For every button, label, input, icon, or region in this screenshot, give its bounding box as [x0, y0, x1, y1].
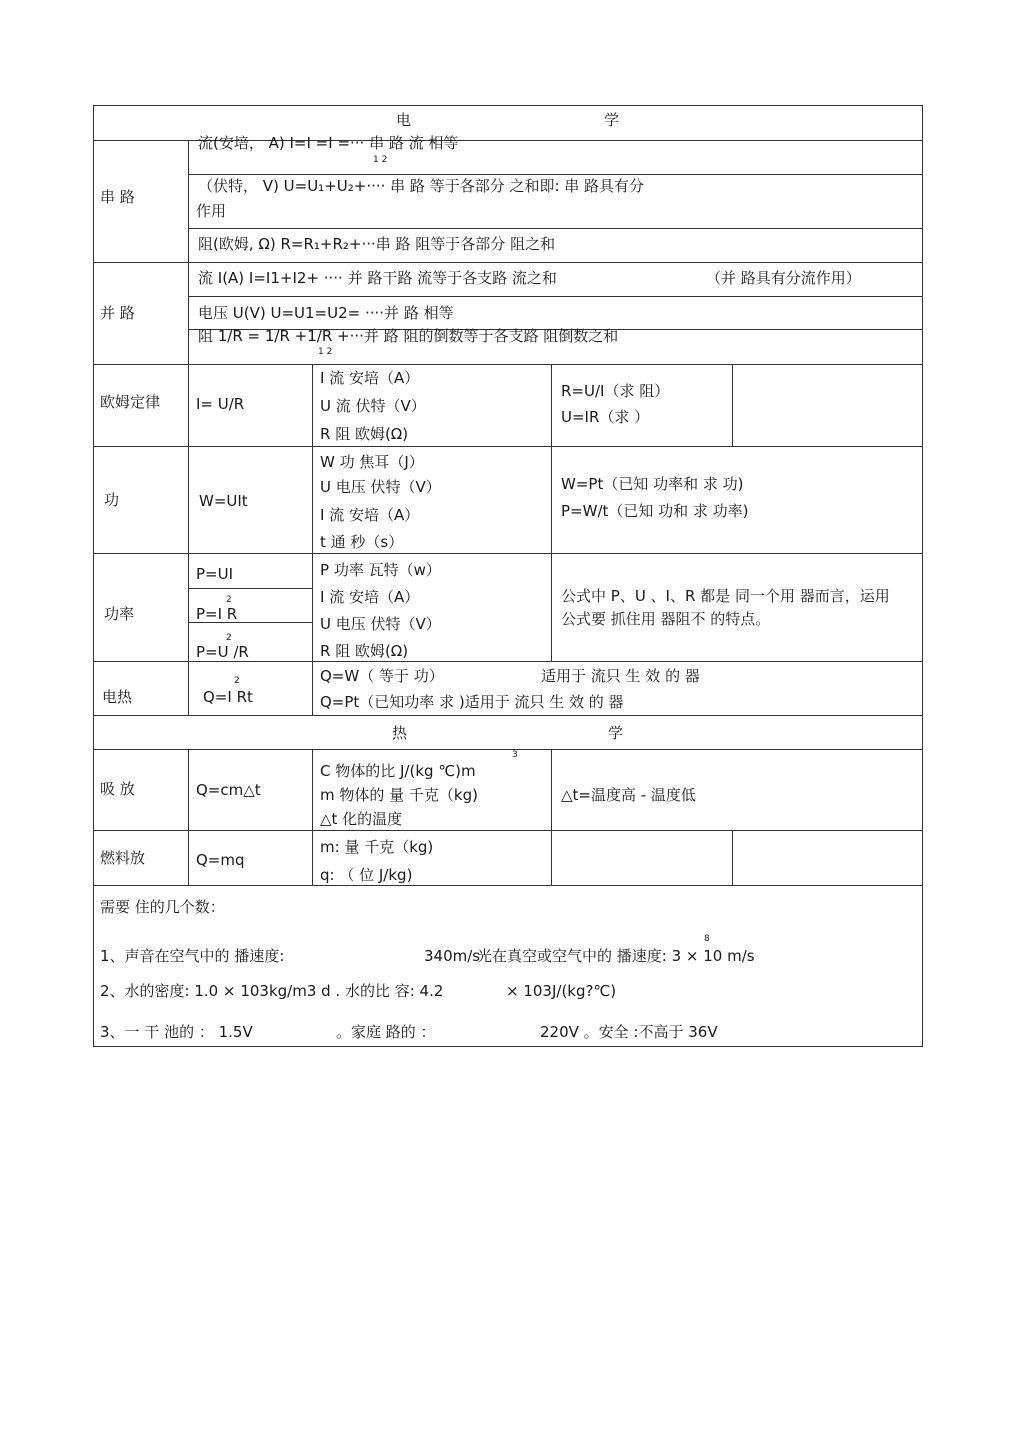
parallel-resistance-subscripts: 1 2 — [318, 347, 333, 357]
parallel-voltage: 电压 U(V) U=U1=U2= ····并 路 相等 — [198, 304, 454, 322]
power-note: 公式要 抓住用 器阻不 的特点。 — [561, 610, 771, 628]
work-derived: P=W/t（已知 功和 求 功率) — [561, 502, 749, 520]
row-label-work: 功 — [104, 491, 120, 509]
heat-superscript: 2 — [234, 676, 240, 686]
power-unit: U 电压 伏特（V） — [320, 615, 441, 633]
power-note: 公式中 P、U 、I、R 都是 同一个用 器而言，运用 — [561, 587, 890, 605]
absorb-note: △t=温度高 - 温度低 — [561, 786, 696, 804]
table-rule — [188, 140, 189, 715]
constant-safe-voltage: 220V 。安全 :不高于 36V — [540, 1023, 718, 1041]
row-label-heat: 电热 — [102, 688, 133, 706]
table-rule — [922, 105, 923, 1046]
table-rule — [93, 553, 923, 554]
constant-water-heat-unit: × 103J/(kg?℃) — [506, 982, 617, 1000]
power-superscript: 2 — [226, 633, 232, 643]
heat-formula: Q=I Rt — [203, 688, 253, 706]
constant-household: 。家庭 路的 ： — [336, 1023, 436, 1041]
heat-line1: Q=W（ 等于 功） — [320, 667, 444, 685]
power-unit: I 流 安培（A） — [320, 588, 420, 606]
absorb-formula: Q=cm△t — [196, 781, 261, 799]
ohm-derived: U=IR（求 ） — [561, 408, 650, 426]
work-unit: W 功 焦耳（J） — [320, 453, 424, 471]
table-rule — [93, 661, 923, 662]
fuel-unit: q: （ 位 J/kg) — [320, 866, 413, 884]
power-unit: R 阻 欧姆(Ω) — [320, 642, 409, 660]
table-rule — [93, 885, 923, 886]
table-rule — [551, 364, 552, 661]
table-rule — [732, 364, 733, 446]
table-rule — [312, 364, 313, 715]
ohm-unit: U 流 伏特（V） — [320, 397, 426, 415]
constant-water: 2、水的密度: 1.0 × 103kg/m3 d . 水的比 容: 4.2 — [100, 982, 444, 1000]
table-rule — [93, 364, 923, 365]
series-current-subscripts: 1 2 — [373, 155, 388, 165]
row-label-ohm: 欧姆定律 — [100, 393, 161, 411]
power-unit: P 功率 瓦特（w） — [320, 561, 441, 579]
absorb-unit: C 物体的比 J/(kg ℃)m — [320, 762, 476, 780]
light-speed-exponent: 8 — [704, 934, 710, 944]
ohm-unit: R 阻 欧姆(Ω) — [320, 425, 409, 443]
work-formula: W=UIt — [199, 492, 248, 510]
table-rule — [93, 749, 923, 750]
table-rule — [93, 830, 923, 831]
row-label-series: 串 路 — [100, 188, 135, 206]
power-formula: P=UI — [196, 565, 234, 583]
absorb-superscript: 3 — [512, 750, 518, 760]
table-rule — [93, 715, 923, 716]
heat-line1-note: 适用于 流只 生 效 的 器 — [541, 667, 700, 685]
table-rule — [188, 749, 189, 885]
absorb-unit: m 物体的 量 千克（kg) — [320, 786, 478, 804]
ohm-formula: I= U/R — [196, 395, 245, 413]
table-rule — [93, 105, 94, 1046]
absorb-unit: △t 化的温度 — [320, 810, 403, 828]
series-voltage: （伏特， V) U=U₁+U₂+···· 串 路 等于各部分 之和即: 串 路具有分 — [198, 177, 645, 195]
ohm-derived: R=U/I（求 阻） — [561, 382, 670, 400]
fuel-formula: Q=mq — [196, 851, 245, 869]
parallel-resistance: 阻 1/R = 1/R +1/R +···并 路 阻的倒数等于各支路 阻倒数之和 — [198, 327, 619, 345]
work-unit: U 电压 伏特（V） — [320, 478, 441, 496]
row-label-power: 功率 — [104, 605, 135, 623]
row-label-parallel: 并 路 — [100, 304, 135, 322]
table-rule — [93, 1046, 923, 1047]
table-rule — [551, 749, 552, 885]
row-label-fuel: 燃料放 — [100, 849, 146, 867]
parallel-current-note: （并 路具有分流作用） — [706, 269, 861, 287]
section-title-thermal-a: 热 — [392, 724, 408, 742]
section-title-thermal-b: 学 — [608, 724, 624, 742]
table-rule — [732, 830, 733, 885]
constant-battery: 3、一 干 池的 ： 1.5V — [100, 1023, 253, 1041]
table-rule — [188, 228, 923, 229]
table-rule — [93, 105, 923, 106]
work-unit: I 流 安培（A） — [320, 506, 420, 524]
power-superscript: 2 — [226, 595, 232, 605]
table-rule — [188, 296, 923, 297]
parallel-current: 流 I(A) I=I1+I2+ ···· 并 路干路 流等于各支路 流之和 — [198, 269, 557, 287]
series-current: 流(安培， A) I=I =I =··· 串 路 流 相等 — [198, 134, 459, 152]
power-formula: P=U /R — [196, 643, 249, 661]
series-voltage-continued: 作用 — [196, 202, 227, 220]
constants-heading: 需要 住的几个数： — [100, 898, 225, 916]
table-rule — [188, 588, 312, 589]
constant-sound-speed: 1、声音在空气中的 播速度: — [100, 947, 285, 965]
row-label-absorb: 吸 放 — [100, 780, 135, 798]
ohm-unit: I 流 安培（A） — [320, 369, 420, 387]
table-rule — [188, 174, 923, 175]
section-title-electricity-a: 电 — [396, 111, 412, 129]
constant-sound-speed-value: 340m/s — [424, 947, 481, 965]
section-title-electricity-b: 学 — [604, 111, 620, 129]
heat-line2: Q=Pt（已知功率 求 )适用于 流只 生 效 的 器 — [320, 693, 624, 711]
work-derived: W=Pt（已知 功率和 求 功) — [561, 475, 744, 493]
series-resistance: 阻(欧姆, Ω) R=R₁+R₂+···串 路 阻等于各部分 阻之和 — [198, 235, 556, 253]
constant-light-speed: 光在真空或空气中的 播速度: 3 × 10 m/s — [477, 947, 755, 965]
table-rule — [312, 749, 313, 885]
power-formula: P=I R — [196, 605, 238, 623]
work-unit: t 通 秒（s） — [320, 533, 404, 551]
table-rule — [93, 262, 923, 263]
table-rule — [93, 446, 923, 447]
fuel-unit: m: 量 千克（kg) — [320, 838, 434, 856]
